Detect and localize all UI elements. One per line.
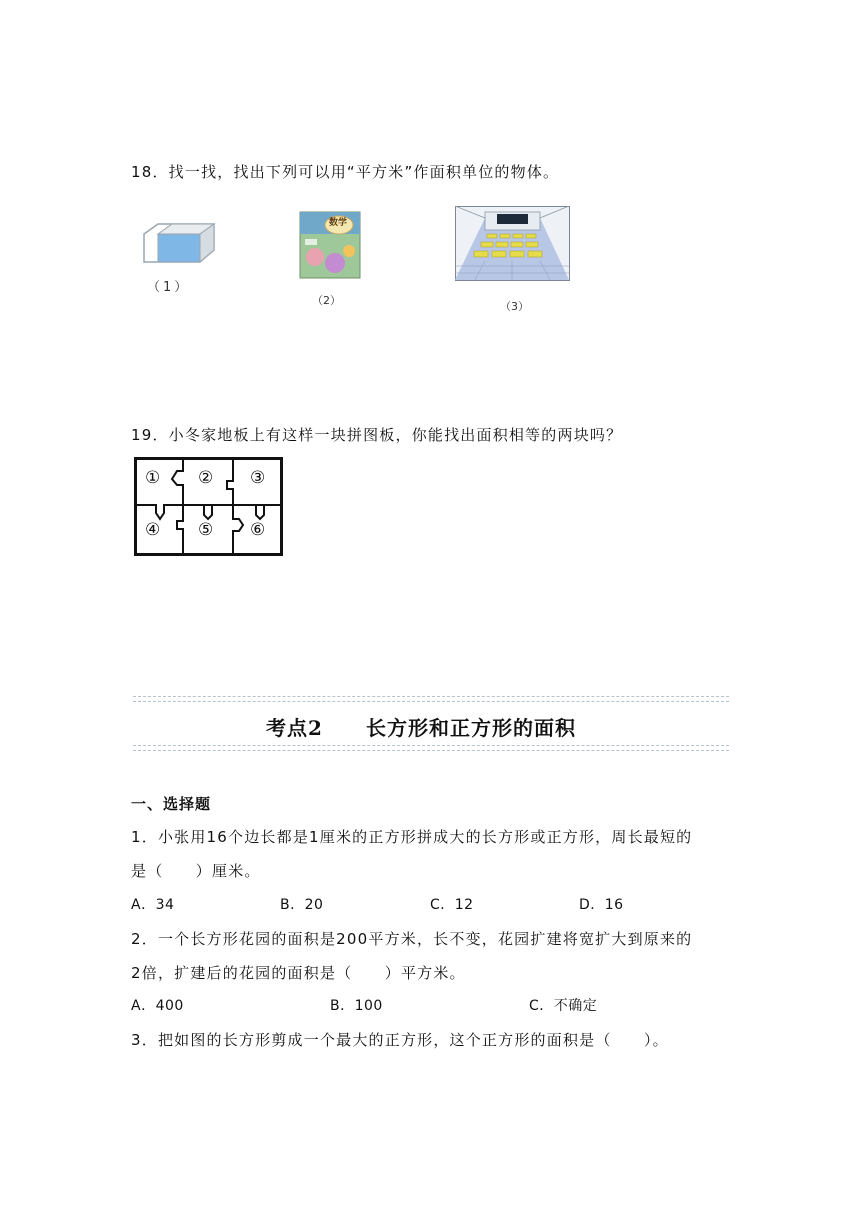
- question-1-line-1: 1．小张用16个边长都是1厘米的正方形拼成大的长方形或正方形，周长最短的: [131, 828, 693, 846]
- classroom-image: [455, 206, 570, 281]
- piece-label-2: ②: [198, 468, 214, 488]
- piece-label-4: ④: [145, 520, 161, 540]
- q2-option-b: B．100: [330, 998, 383, 1014]
- question-2-line-2: 2倍，扩建后的花园的面积是（ ）平方米。: [131, 964, 466, 982]
- q1-option-b: B．20: [280, 897, 324, 913]
- piece-label-5: ⑤: [198, 520, 214, 540]
- caption-2: （2）: [312, 294, 341, 307]
- question-3-line-1: 3．把如图的长方形剪成一个最大的正方形，这个正方形的面积是（ ）。: [131, 1031, 669, 1049]
- piece-label-6: ⑥: [250, 520, 266, 540]
- question-19-text: 19．小冬家地板上有这样一块拼图板，你能找出面积相等的两块吗？: [131, 426, 623, 444]
- question-2-line-1: 2．一个长方形花园的面积是200平方米，长不变，花园扩建将宽扩大到原来的: [131, 930, 693, 948]
- section-heading: 一、选择题: [131, 795, 212, 813]
- q1-option-d: D．16: [579, 897, 624, 913]
- piece-label-3: ③: [250, 468, 266, 488]
- q2-option-a: A．400: [131, 998, 184, 1014]
- caption-3: （3）: [500, 300, 529, 313]
- heading-divider-bottom: [133, 745, 729, 751]
- caption-1: （1）: [147, 280, 191, 295]
- question-1-line-2: 是（ ）厘米。: [131, 862, 261, 880]
- q1-option-c: C．12: [430, 897, 474, 913]
- eraser-image: [138, 220, 220, 268]
- book-cover-title: 数学: [329, 218, 348, 228]
- q2-option-c: C．不确定: [529, 998, 598, 1014]
- piece-label-1: ①: [145, 468, 161, 488]
- kaodian-title: 长方形和正方形的面积: [366, 716, 576, 740]
- q1-option-a: A．34: [131, 897, 175, 913]
- question-18-text: 18．找一找，找出下列可以用“平方米”作面积单位的物体。: [131, 163, 560, 181]
- heading-divider-top: [133, 696, 729, 702]
- kaodian-label: 考点2: [266, 716, 323, 740]
